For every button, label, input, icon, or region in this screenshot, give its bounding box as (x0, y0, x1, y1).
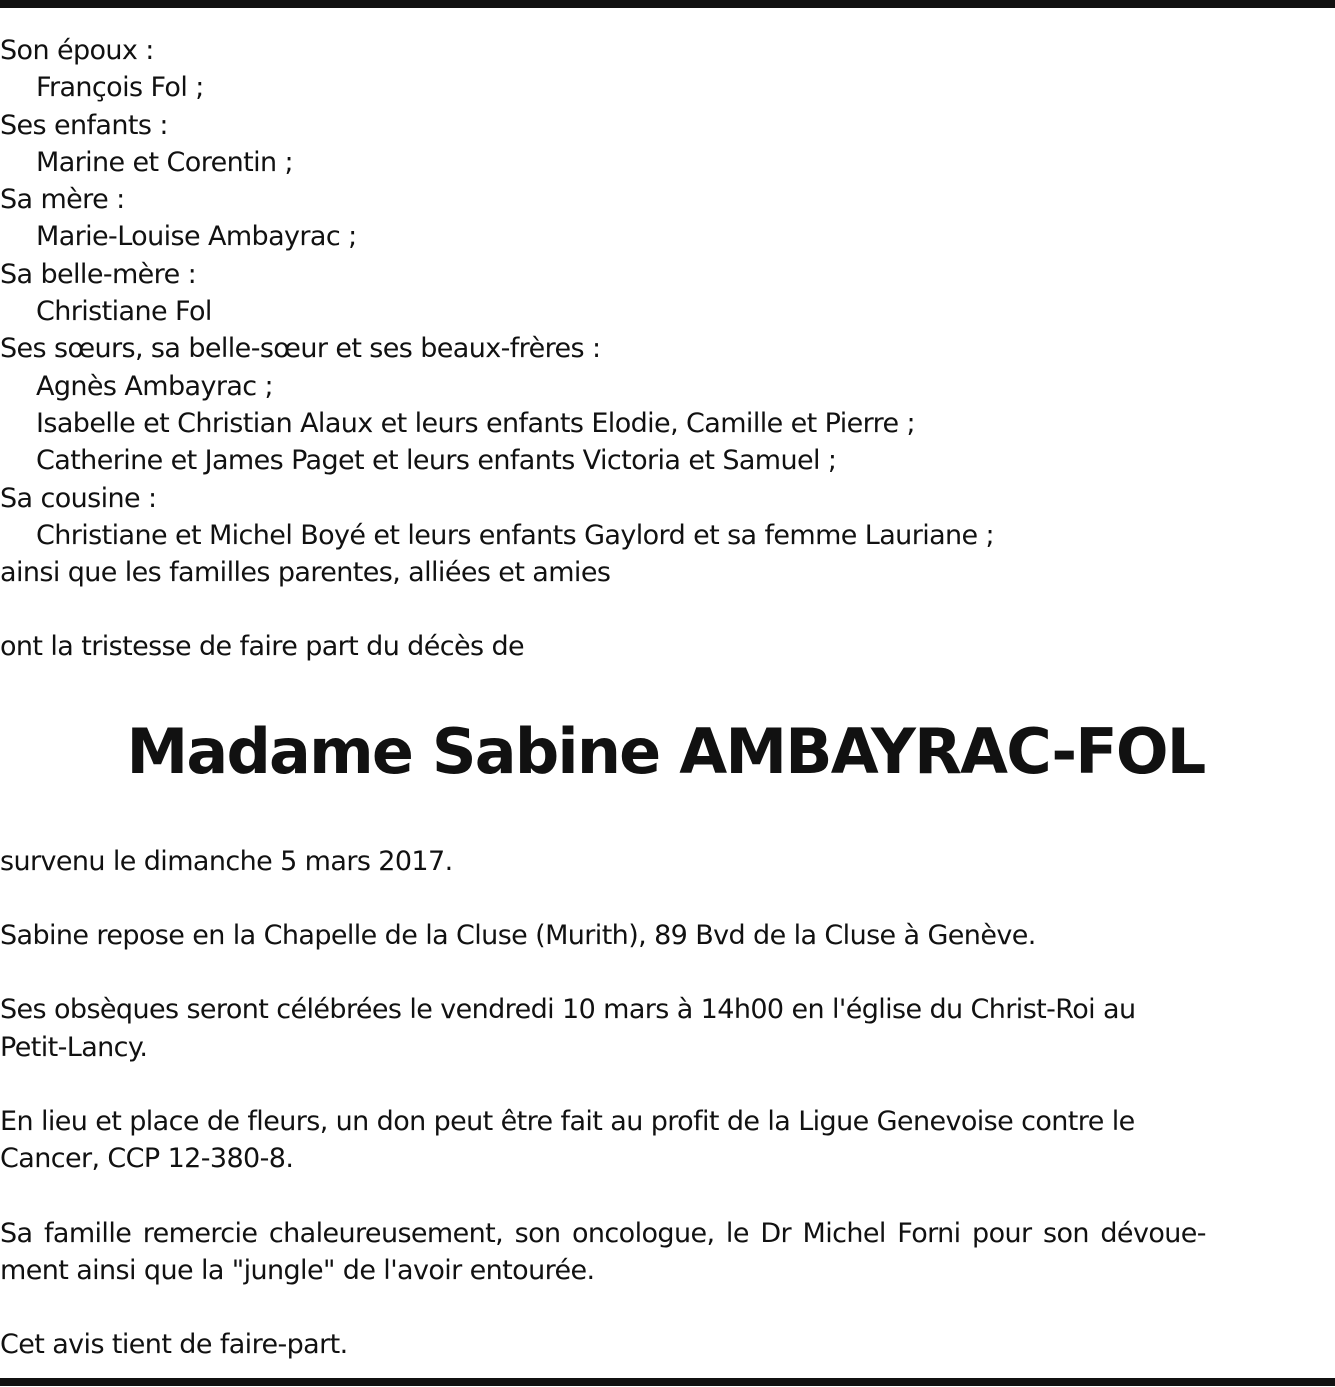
family-member: François Fol ; (36, 72, 204, 104)
funeral-line: Ses obsèques seront célébrées le vendredi 10 mars à 14h00 en l'église du Christ-Roi au (0, 994, 1136, 1026)
announcement: ont la tristesse de faire part du décès de (0, 631, 524, 663)
closing-line: Cet avis tient de faire-part. (0, 1329, 348, 1361)
relation-label: Ses enfants : (0, 109, 168, 141)
relation-label: Ses sœurs, sa belle-sœur et ses beaux-frères : (0, 333, 601, 365)
bottom-rule (0, 1378, 1335, 1386)
thanks-line: Sa famille remercie chaleureusement, son oncologue, le Dr Michel Forni pour son dévoue- (0, 1217, 1206, 1249)
rest-location: Sabine repose en la Chapelle de la Cluse (Murith), 89 Bvd de la Cluse à Genève. (0, 920, 1036, 952)
family-member: Marine et Corentin ; (36, 146, 294, 178)
closing-family-line: ainsi que les familles parentes, alliées et amies (0, 557, 611, 589)
top-rule (0, 0, 1335, 8)
donation-line: Cancer, CCP 12-380-8. (0, 1143, 294, 1175)
deceased-name: Madame Sabine AMBAYRAC-FOL (126, 714, 1205, 788)
obituary-notice (0, 32, 1335, 1363)
relation-label: Sa belle-mère : (0, 258, 197, 290)
family-member: Isabelle et Christian Alaux et leurs enfants Elodie, Camille et Pierre ; (36, 407, 916, 439)
thanks-line: ment ainsi que la "jungle" de l'avoir entourée. (0, 1254, 595, 1286)
donation-line: En lieu et place de fleurs, un don peut être fait au profit de la Ligue Genevoise contre le (0, 1105, 1135, 1137)
date-line: survenu le dimanche 5 mars 2017. (0, 845, 453, 877)
relation-label: Sa cousine : (0, 482, 157, 514)
relation-label: Son époux : (0, 35, 154, 66)
family-member: Marie-Louise Ambayrac ; (36, 221, 357, 253)
relation-label: Sa mère : (0, 184, 125, 216)
family-member: Christiane et Michel Boyé et leurs enfants Gaylord et sa femme Lauriane ; (36, 519, 995, 551)
family-member: Christiane Fol (36, 296, 212, 328)
family-member: Agnès Ambayrac ; (36, 370, 273, 402)
funeral-line: Petit-Lancy. (0, 1031, 148, 1063)
family-member: Catherine et James Paget et leurs enfants Victoria et Samuel ; (36, 445, 837, 477)
